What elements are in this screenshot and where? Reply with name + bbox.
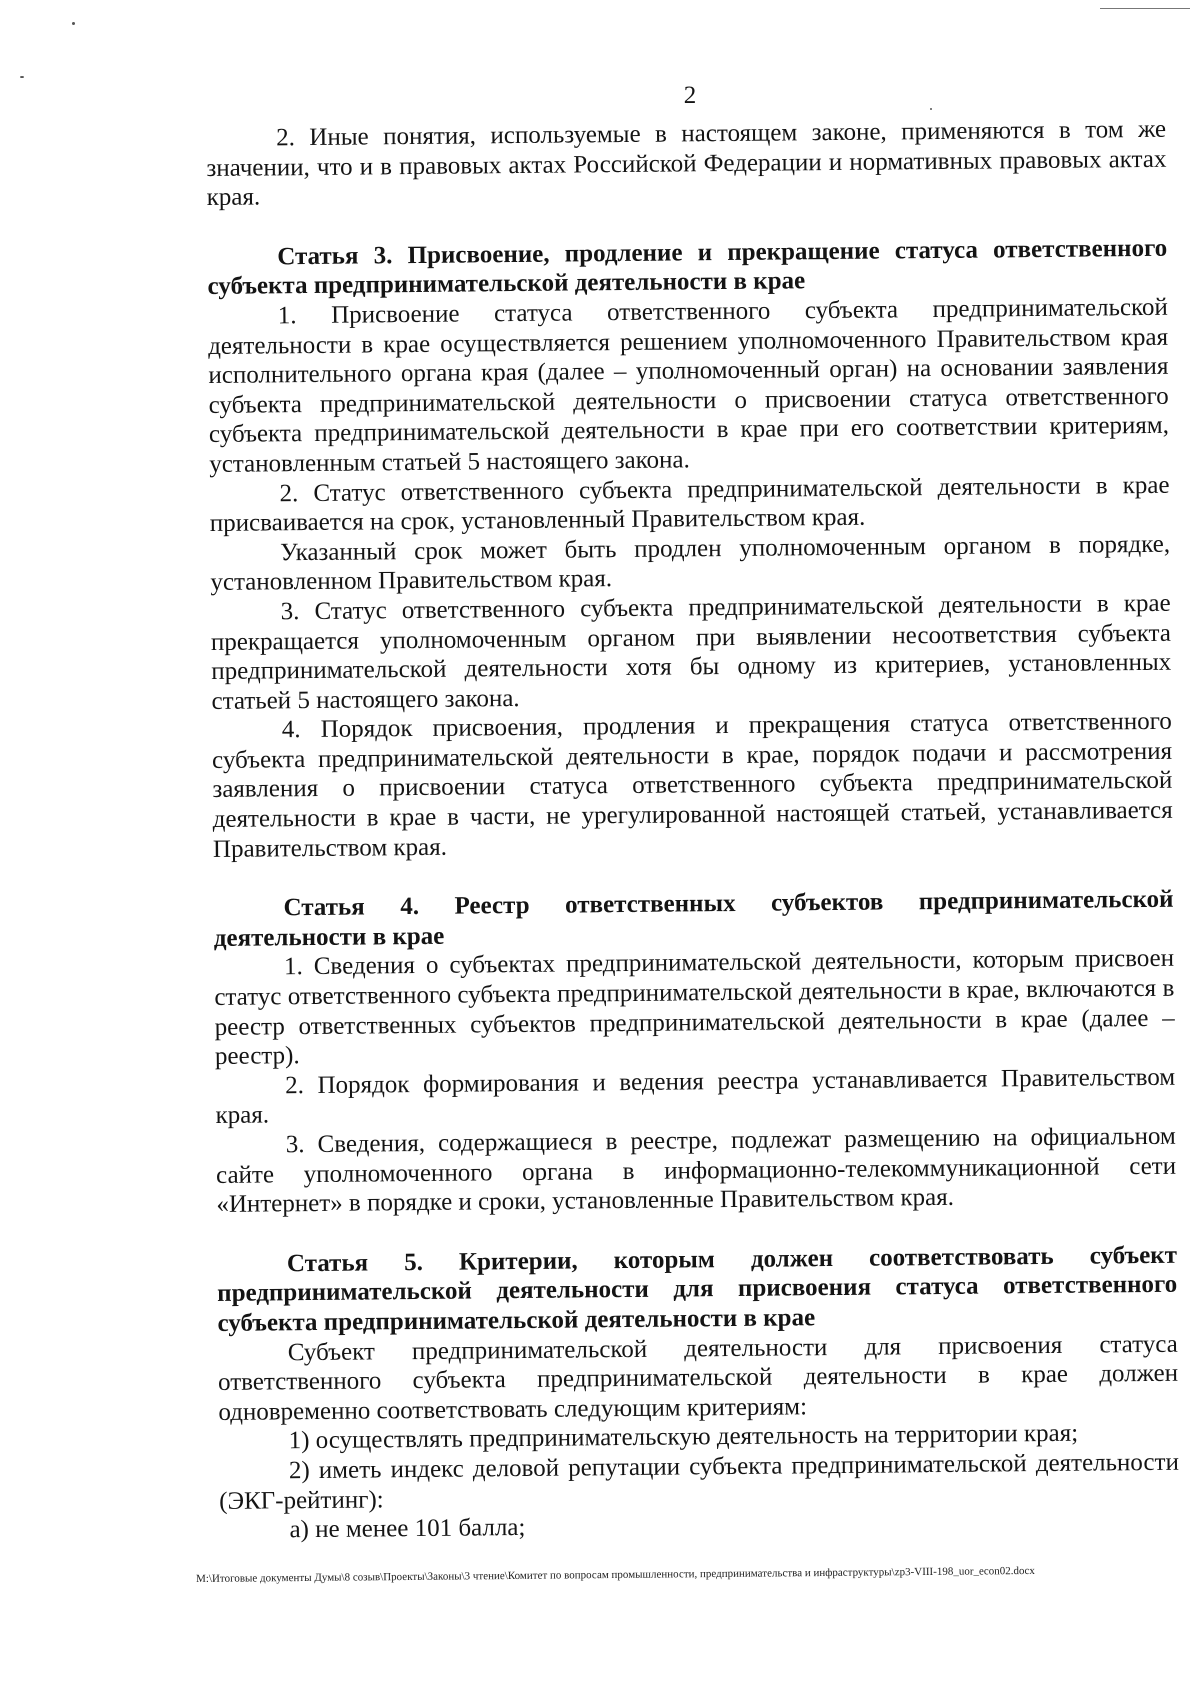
paragraph: 3. Статус ответственного субъекта предпринимательской деятельности в крае прекращается уполномоченным органом при выявлении несоответствия субъекта предпринимательской деятельности хотя бы одному из критериев, установленных статьей 5 настоящего закона.: [210, 589, 1172, 715]
paragraph: 4. Порядок присвоения, продления и прекращения статуса ответственного субъекта предпринимательской деятельности в крае, порядок подачи и рассмотрения заявления о присвоении статуса ответственного субъекта предпринимательской деятельности в крае в части, не урегулированной настоящей статьей, устанавливается Правительством края.: [211, 708, 1173, 863]
page-number: 2: [683, 82, 697, 109]
scan-speck: [72, 22, 75, 25]
scan-speck: [20, 76, 24, 78]
paragraph: 2. Порядок формирования и ведения реестра устанавливается Правительством края.: [215, 1063, 1176, 1130]
file-path-footer: M:\Итоговые документы Думы\8 созыв\Проекты\Законы\3 чтение\Комитет по вопросам промышленности, предпринимательства и инфраструктуры\zp3-VIII-198_uor_econ02.docx: [196, 1564, 1035, 1585]
list-item: а) не менее 101 балла;: [289, 1514, 526, 1544]
paragraph: Указанный срок может быть продлен уполномоченным органом в порядке, установленном Правительством края.: [210, 530, 1171, 597]
paragraph: 2. Иные понятия, используемые в настоящем законе, применяются в том же значении, что и в правовых актах Российской Федерации и нормативных правовых актах края.: [206, 115, 1167, 212]
article-heading: Статья 3. Присвоение, продление и прекращение статуса ответственного субъекта предпринимательской деятельности в крае: [207, 234, 1168, 301]
list-item: 1) осуществлять предпринимательскую деятельность на территории края;: [288, 1420, 1079, 1455]
paragraph: 1. Присвоение статуса ответственного субъекта предпринимательской деятельности в крае осуществляется решением уполномоченного Правительством края исполнительного органа края (далее – уполномоченный орган) на основании заявления субъекта предпринимательской деятельности о присвоении статуса ответственного субъекта предпринимательской деятельности в крае при его соответствии критериям, установленным статьей 5 настоящего закона.: [208, 293, 1170, 478]
paragraph: Субъект предпринимательской деятельности для присвоения статуса ответственного субъекта предпринимательской деятельности в крае должен одновременно соответствовать следующим критериям:: [217, 1330, 1179, 1426]
article-heading: Статья 5. Критерии, которым должен соответствовать субъект предпринимательской деятельности для присвоения статуса ответственного субъекта предпринимательской деятельности в крае: [217, 1241, 1178, 1337]
paragraph: 3. Сведения, содержащиеся в реестре, подлежат размещению на официальном сайте уполномоченного органа в информационно-телекоммуникационной сети «Интернет» в порядке и сроки, установленные Правительством края.: [215, 1122, 1177, 1219]
list-item: 2) иметь индекс деловой репутации субъекта предпринимательской деятельности (ЭКГ-рейтинг):: [219, 1448, 1180, 1515]
article-heading: Статья 4. Реестр ответственных субъектов предпринимательской деятельности в крае: [213, 885, 1174, 952]
scan-artifact-line: [1100, 8, 1190, 9]
paragraph: 2. Статус ответственного субъекта предпринимательской деятельности в крае присваивается на срок, установленный Правительством края.: [209, 471, 1170, 538]
document-body: [206, 115, 1180, 1546]
paragraph: 1. Сведения о субъектах предпринимательской деятельности, которым присвоен статус ответственного субъекта предпринимательской деятельности в крае, включаются в реестр ответственных субъектов предпринимательской деятельности в крае (далее – реестр).: [214, 945, 1175, 1071]
